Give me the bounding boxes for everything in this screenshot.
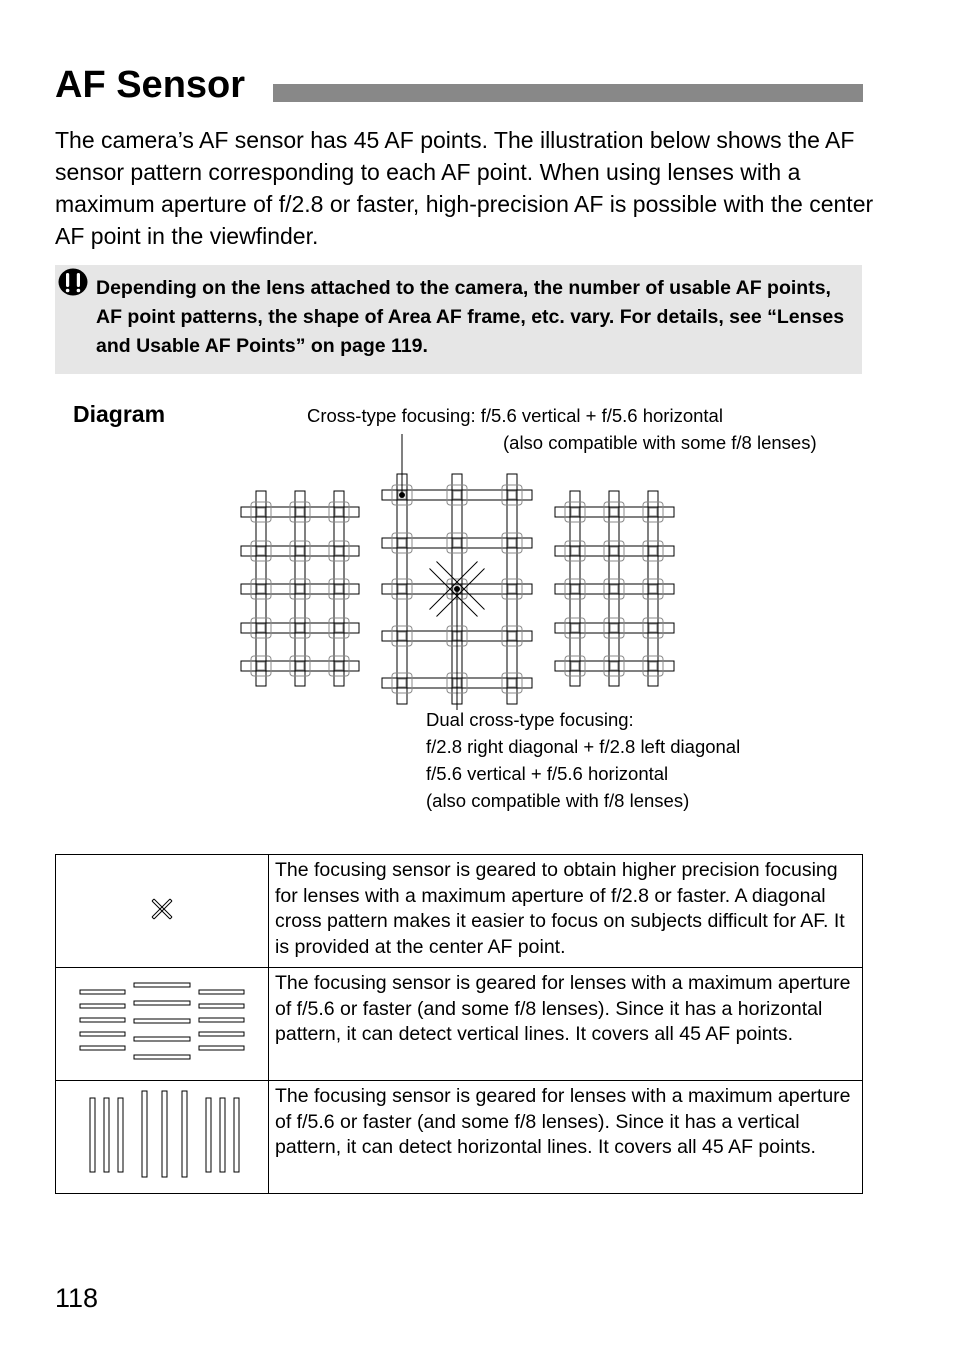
cross-type-leader-dot [399, 492, 405, 498]
title-rule [273, 84, 863, 102]
page-number: 118 [55, 1283, 99, 1313]
caution-text: Depending on the lens attached to the camera, the number of usable AF points, AF point patterns, the shape of Area AF frame, etc. vary. For details, see “Lenses and Usable AF Points” on page 119. [96, 277, 845, 357]
af-sensor-diagram [230, 430, 690, 720]
table-row-text: The focusing sensor is geared to obtain higher precision focusing for lenses with a maximum aperture of f/2.8 or faster. A diagonal cross pattern makes it easier to focus on subjects difficult for AF. It is provided at the center AF point. [269, 855, 863, 968]
diagram-heading: Diagram [73, 401, 166, 427]
caution-box [55, 265, 862, 374]
dual-cross-line-1: Dual cross-type focusing: [426, 709, 634, 730]
table-row [56, 855, 863, 968]
table-row [56, 1081, 863, 1194]
diagonal-cross-sensor-icon [150, 897, 174, 921]
cross-type-line-2: (also compatible with some f/8 lenses) [503, 432, 817, 453]
dual-cross-line-4: (also compatible with f/8 lenses) [426, 790, 690, 811]
dual-cross-line-2: f/2.8 right diagonal + f/2.8 left diagonal [426, 736, 741, 757]
dual-cross-line-3: f/5.6 vertical + f/5.6 horizontal [426, 763, 669, 784]
table-row-text: The focusing sensor is geared for lenses with a maximum aperture of f/5.6 or faster (and some f/8 lenses). Since it has a vertical pattern, it can detect horizontal lines. It covers all 45 AF points. [269, 1081, 863, 1194]
horizontal-line-sensor-icon [77, 982, 247, 1062]
table-row [56, 968, 863, 1081]
caution-icon [58, 268, 88, 296]
sensor-table [55, 854, 863, 1194]
page-title: AF Sensor [55, 64, 246, 106]
intro-paragraph: The camera’s AF sensor has 45 AF points. The illustration below shows the AF sensor pattern corresponding to each AF point. When using lenses with a maximum aperture of f/2.8 or faster, high-precision AF is possible with the center AF point in the viewfinder. [55, 127, 874, 249]
cross-type-line-1: Cross-type focusing: f/5.6 vertical + f/5.6 horizontal [307, 405, 723, 426]
table-row-text: The focusing sensor is geared for lenses with a maximum aperture of f/5.6 or faster (and some f/8 lenses). Since it has a horizontal pattern, it can detect vertical lines. It covers all 45 AF points. [269, 968, 863, 1081]
vertical-line-sensor-icon [82, 1090, 242, 1180]
dual-cross-callout [426, 706, 740, 814]
